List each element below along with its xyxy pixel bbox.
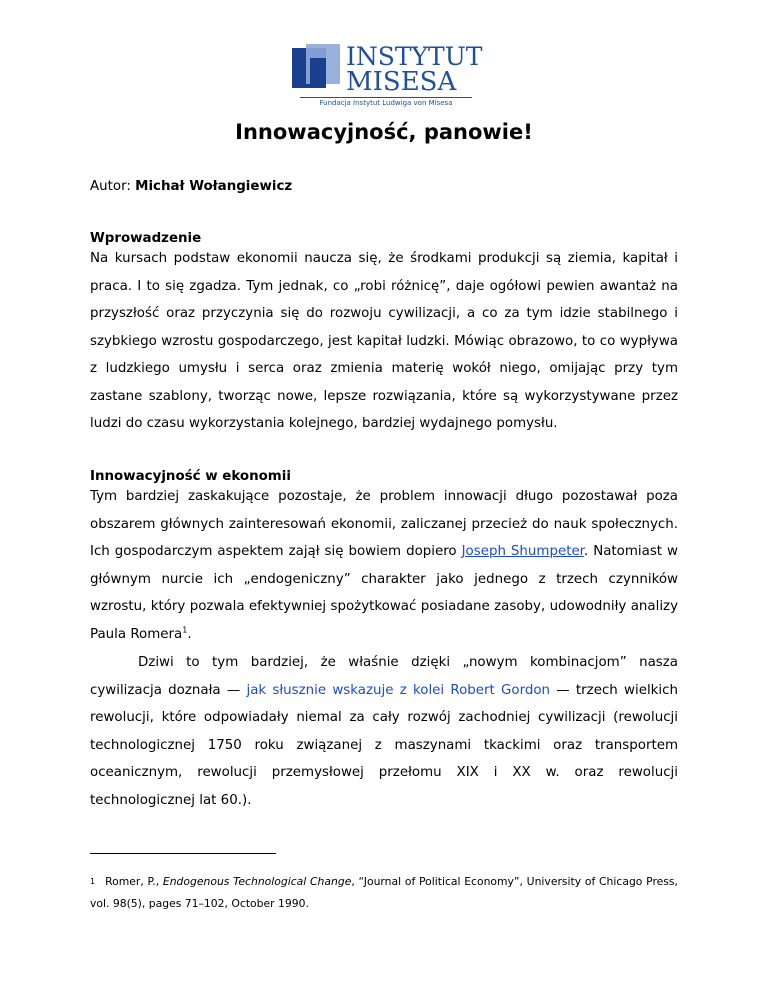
logo-subtitle: Fundacja Instytut Ludwiga von Misesa xyxy=(319,99,453,107)
innovation-paragraph-2 xyxy=(90,649,678,814)
footnote-title: Endogenous Technological Change xyxy=(162,875,352,888)
p1-text-after: . Natomiast w głównym nurcie ich „endogeniczny” charakter jako jednego z trzech czynników wzrostu, który pozwala efektywniej spożytkować posiadane zasoby, udowodniły analizy Paula Romera xyxy=(90,544,678,642)
footnote-mark: 1 xyxy=(90,877,96,886)
logo-divider xyxy=(300,97,472,98)
gordon-link[interactable]: jak słusznie wskazuje z kolei Robert Gordon xyxy=(246,682,551,698)
p1-text-end: . xyxy=(187,626,192,642)
author-line xyxy=(90,177,678,197)
p2-text-before: Dziwi to tym bardziej, że właśnie dzięki „nowym kombinacjom” nasza cywilizacja doznała — xyxy=(90,655,678,698)
logo-emblem-icon xyxy=(292,44,344,98)
intro-paragraph: Na kursach podstaw ekonomii naucza się, że środkami produkcji są ziemia, kapitał i praca. I to się zgadza. Tym jednak, co „robi różnicę”, daje ogółowi pewien awantaż na przyszłość oraz przyczynia się do rozwoju cywilizacji, a co za tym idzie stabilnego i szybkiego wzrostu gospodarczego, jest kapitał ludzki. Mówiąc obrazowo, to co wypływa z ludzkiego umysłu i serca oraz zmienia materię wokół niego, omijając przy tym zastane szablony, tworząc nowe, lepsze rozwiązania, które są wykorzystywane przez ludzi do czasu wykorzystania kolejnego, bardziej wydajnego pomysłu. xyxy=(90,251,678,431)
page-title: Innowacyjność, panowie! xyxy=(235,120,533,144)
innovation-paragraph-1 xyxy=(90,483,678,648)
instytut-misesa-logo xyxy=(292,42,483,108)
logo-line1: INSTYTUT xyxy=(346,42,483,71)
schumpeter-link[interactable]: Joseph Shumpeter xyxy=(461,544,584,559)
section-heading-intro: Wprowadzenie xyxy=(90,231,202,246)
section-heading-innovation: Innowacyjność w ekonomii xyxy=(90,469,291,484)
author-label: Autor: xyxy=(90,179,131,194)
footnote-text-after: , “Journal of Political Economy”, University of Chicago Press, vol. 98(5), pages 71–102, October 1990. xyxy=(90,875,678,910)
footnote xyxy=(90,871,678,915)
footnote-reference[interactable]: 1 xyxy=(182,625,188,635)
footnote-divider xyxy=(90,853,276,854)
p1-text-before: Tym bardziej zaskakujące pozostaje, że problem innowacji długo pozostawał poza obszarem głównych zainteresowań ekonomii, zaliczanej przecież do nauk społecznych. Ich gospodarczym aspektem zajął się bowiem dopiero xyxy=(90,489,678,559)
logo-line2: MISESA xyxy=(346,67,457,97)
p2-text-after: — trzech wielkich rewolucji, które odpowiadały niemal za cały rozwój zachodniej cywilizacji (rewolucji technologicznej 1750 roku związanej z maszynami tkackimi oraz transportem oceanicznym, rewolucji przemysłowej przełomu XIX i XX w. oraz rewolucji technologicznej lat 60.). xyxy=(90,682,678,808)
author-name: Michał Wołangiewicz xyxy=(135,179,293,194)
footnote-text-before: Romer, P., xyxy=(105,875,163,888)
